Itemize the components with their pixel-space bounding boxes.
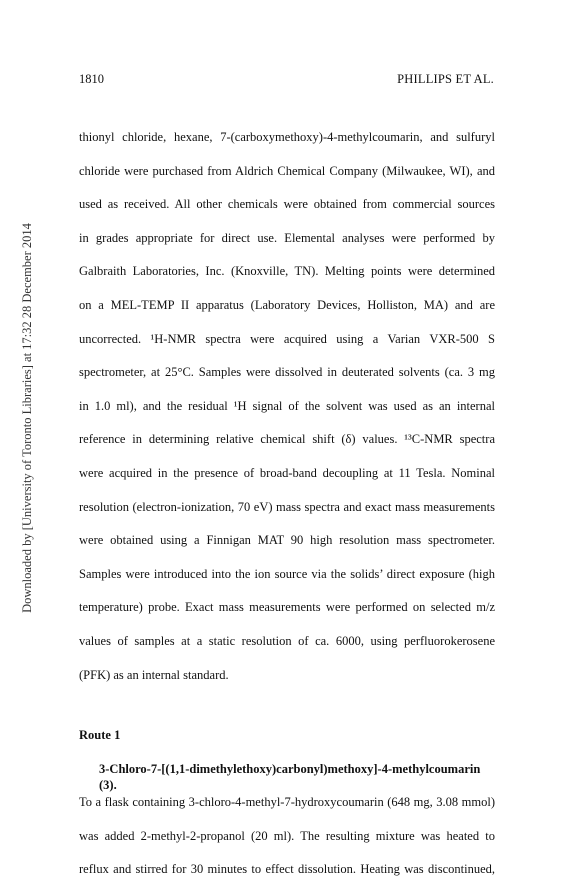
page-number: 1810	[79, 72, 104, 86]
article-body	[79, 129, 495, 895]
running-head: PHILLIPS ET AL.	[397, 72, 494, 86]
text-line: was added 2-methyl-2-propanol (20 ml). The resulting mixture was heated to	[79, 828, 495, 843]
text-line: used as received. All other chemicals were obtained from commercial sources	[79, 197, 495, 212]
download-notice: Downloaded by [University of Toronto Libraries] at 17:32 28 December 2014	[20, 223, 34, 613]
compound-heading: 3-Chloro-7-[(1,1-dimethylethoxy)carbonyl)methoxy]-4-methylcoumarin (3).	[99, 761, 481, 792]
text-line: Galbraith Laboratories, Inc. (Knoxville, TN). Melting points were determined	[79, 264, 495, 279]
text-line: in grades appropriate for direct use. Elemental analyses were performed by	[79, 230, 495, 245]
text-line: To a flask containing 3-chloro-4-methyl-7-hydroxycoumarin (648 mg, 3.08 mmol)	[79, 795, 495, 810]
section-heading: Route 1	[79, 728, 121, 743]
text-line: reference in determining relative chemical shift (δ) values. ¹³C-NMR spectra	[79, 432, 495, 447]
text-line: temperature) probe. Exact mass measurements were performed on selected m/z	[79, 600, 495, 615]
text-line: were acquired in the presence of broad-band decoupling at 11 Tesla. Nominal	[79, 465, 495, 480]
text-line: thionyl chloride, hexane, 7-(carboxymethoxy)-4-methylcoumarin, and sulfuryl	[79, 130, 495, 144]
text-line: Samples were introduced into the ion source via the solids’ direct exposure (high	[79, 566, 495, 581]
text-line: were obtained using a Finnigan MAT 90 high resolution mass spectrometer.	[79, 533, 495, 548]
text-line: chloride were purchased from Aldrich Chemical Company (Milwaukee, WI), and	[79, 163, 495, 178]
text-line: spectrometer, at 25°C. Samples were dissolved in deuterated solvents (ca. 3 mg	[79, 365, 495, 380]
text-line: values of samples at a static resolution of ca. 6000, using perfluorokerosene	[79, 633, 495, 648]
text-line: on a MEL-TEMP II apparatus (Laboratory Devices, Holliston, MA) and are	[79, 297, 495, 312]
text-line: resolution (electron-ionization, 70 eV) mass spectra and exact mass measurements	[79, 499, 495, 514]
text-line: uncorrected. ¹H-NMR spectra were acquired using a Varian VXR-500 S	[79, 331, 495, 346]
paragraph-procedure	[79, 794, 495, 895]
text-line: reflux and stirred for 30 minutes to effect dissolution. Heating was discontinued,	[79, 862, 495, 877]
paragraph-methods	[79, 129, 495, 700]
text-line: in 1.0 ml), and the residual ¹H signal of the solvent was used as an internal	[79, 398, 495, 413]
text-line: (PFK) as an internal standard.	[79, 667, 229, 682]
